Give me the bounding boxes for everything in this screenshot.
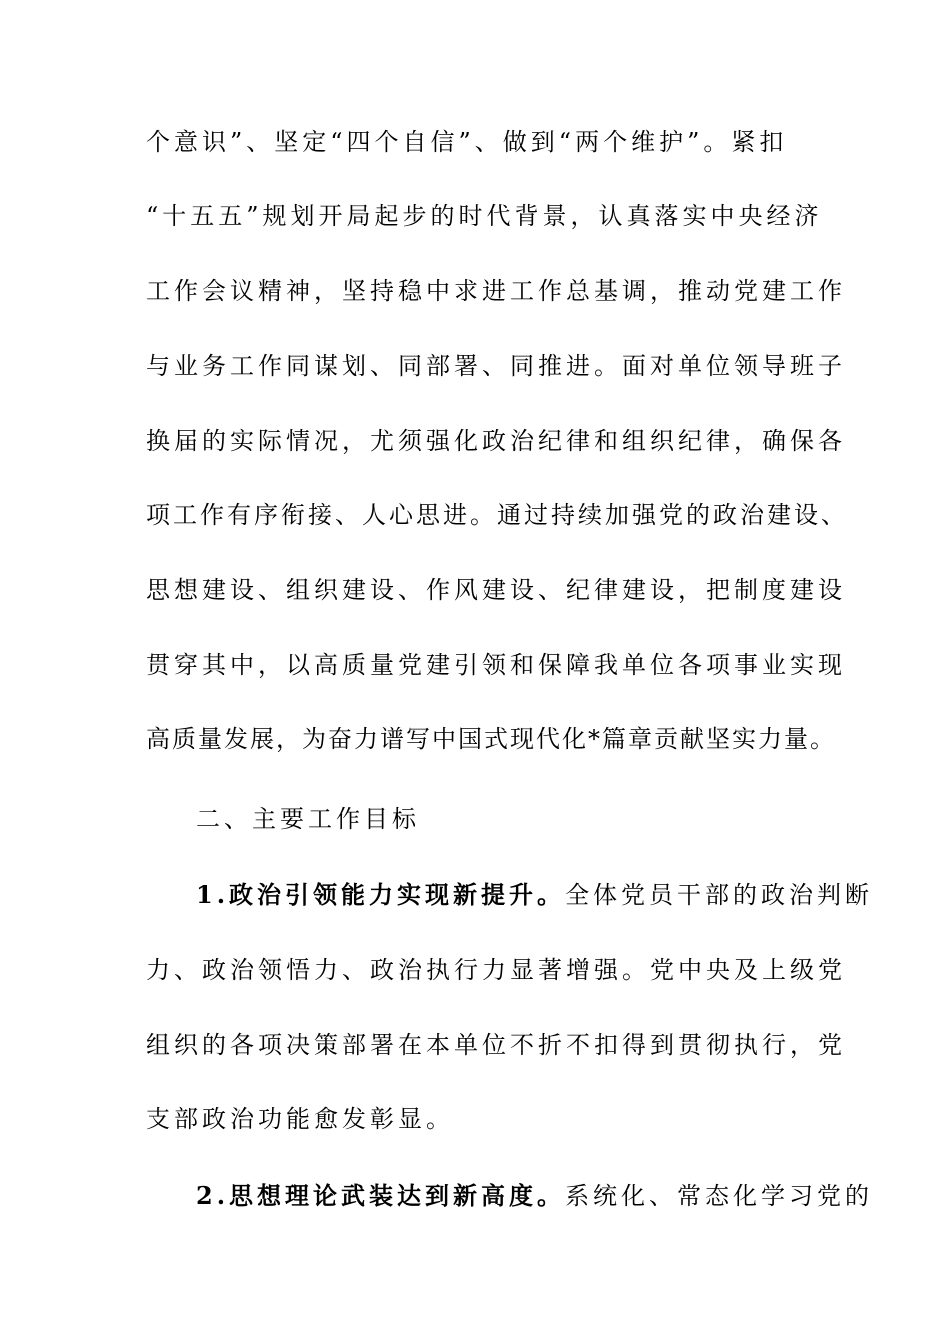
body-text-line: 项工作有序衔接、人心思进。通过持续加强党的政治建设、 (146, 501, 848, 529)
body-text-line: 工作会议精神，坚持稳中求进工作总基调，推动党建工作 (146, 277, 846, 305)
item-2-lead: 系统化、常态化学习党的 (565, 1182, 874, 1210)
body-text-line: “十五五”规划开局起步的时代背景，认真落实中央经济 (146, 202, 823, 230)
body-text-line: 力、政治领悟力、政治执行力显著增强。党中央及上级党 (146, 956, 846, 984)
item-1-title: 1.政治引领能力实现新提升。 (196, 880, 566, 909)
body-text-line: 思想建设、组织建设、作风建设、纪律建设，把制度建设 (146, 576, 846, 604)
item-1-first-line (196, 875, 873, 915)
item-2-first-line (196, 1176, 873, 1216)
body-text-line: 与业务工作同谋划、同部署、同推进。面对单位领导班子 (146, 352, 846, 380)
item-2-title: 2.思想理论武装达到新高度。 (196, 1181, 566, 1210)
item-1-lead: 全体党员干部的政治判断 (565, 881, 874, 909)
body-text-line: 换届的实际情况，尤须强化政治纪律和组织纪律，确保各 (146, 427, 846, 455)
body-text-line: 组织的各项决策部署在本单位不折不扣得到贯彻执行，党 (146, 1031, 846, 1059)
section-heading: 二、主要工作目标 (196, 805, 420, 833)
body-text-line: 高质量发展，为奋力谱写中国式现代化*篇章贡献坚实力量。 (146, 725, 836, 753)
body-text-line: 支部政治功能愈发彰显。 (146, 1105, 454, 1133)
body-text-line: 贯穿其中，以高质量党建引领和保障我单位各项事业实现 (146, 651, 846, 679)
body-text-line: 个意识”、坚定“四个自信”、做到“两个维护”。紧扣 (146, 128, 788, 156)
